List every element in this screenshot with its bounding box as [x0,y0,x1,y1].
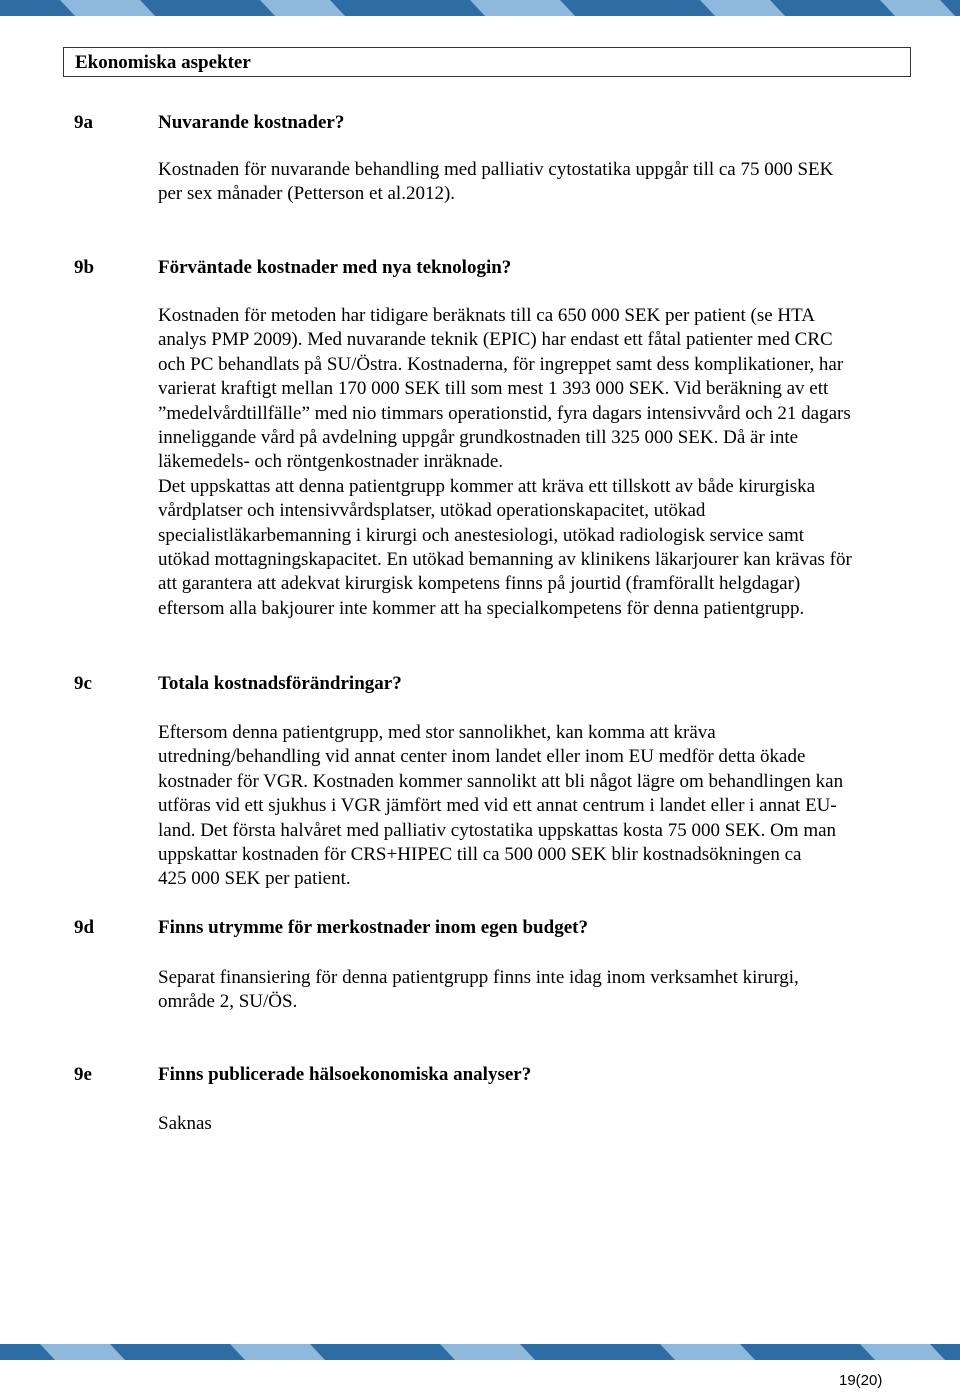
section-9b-paragraph: Kostnaden för metoden har tidigare beräknats till ca 650 000 SEK per patient (se HTA analys PMP 2009). Med nuvarande teknik (EPIC) har endast ett fåtal patienter med CRC och PC behandlats på SU/Östra. Kostnaderna, för ingreppet samt dess komplikationer, har varierat kraftigt mellan 170 000 SEK till som mest 1 393 000 SEK. Vid beräkning av ett ”medelvårdtillfälle” med nio timmars operationstid, fyra dagars intensivvård och 21 dagars inneliggande vård på avdelning uppgår grundkostnaden till 325 000 SEK. Då är inte läkemedels- och röntgenkostnader inräknade. Det uppskattas att denna patientgrupp kommer att kräva ett tillskott av både kirurgiska vårdplatser och intensivvårdsplatser, utökad operationskapacitet, utökad specialistläkarbemanning i kirurgi och anestesiologi, utökad radiologisk service samt utökad mottagningskapacitet. En utökad bemanning av klinikens läkarjourer kan krävas för att garantera att adekvat kirurgisk kompetens finns på jourtid (framförallt helgdagar) eftersom alla bakjourer inte kommer att ha specialkompetens för denna patientgrupp. [158,305,852,619]
section-9c-paragraph: Eftersom denna patientgrupp, med stor sannolikhet, kan komma att kräva utredning/behandling vid annat center inom landet eller inom EU medför detta ökade kostnader för VGR. Kostnaden kommer sannolikt att bli något lägre om behandlingen kan utföras vid ett sjukhus i VGR jämfört med vid ett annat centrum i landet eller i annat EU- land. Det första halvåret med palliativ cytostatika uppskattas kosta 75 000 SEK. Om man uppskattar kostnaden för CRS+HIPEC till ca 500 000 SEK blir kostnadsökningen ca 425 000 SEK per patient. [158,722,844,890]
section-header-box: Ekonomiska aspekter [63,47,911,77]
section-title-9e: Finns publicerade hälsoekonomiska analyser? [158,1064,532,1085]
page-number: 19(20) [839,1372,883,1389]
section-number-9b: 9b [74,257,95,278]
section-title-9a: Nuvarande kostnader? [158,112,345,133]
section-number-9d: 9d [74,917,95,938]
section-number-9e: 9e [74,1064,92,1085]
bottom-decorative-bar [0,1344,960,1360]
section-9e-paragraph: Saknas [158,1113,212,1134]
section-9d-paragraph: Separat finansiering för denna patientgrupp finns inte idag inom verksamhet kirurgi, område 2, SU/ÖS. [158,967,799,1013]
section-number-9a: 9a [74,112,93,133]
section-title-9c: Totala kostnadsförändringar? [158,673,402,694]
section-number-9c: 9c [74,673,92,694]
section-title-9b: Förväntade kostnader med nya teknologin? [158,257,512,278]
top-decorative-bar [0,0,960,16]
section-9a-paragraph: Kostnaden för nuvarande behandling med palliativ cytostatika uppgår till ca 75 000 SEK per sex månader (Petterson et al.2012). [158,159,834,205]
section-title-9d: Finns utrymme för merkostnader inom egen budget? [158,917,588,938]
